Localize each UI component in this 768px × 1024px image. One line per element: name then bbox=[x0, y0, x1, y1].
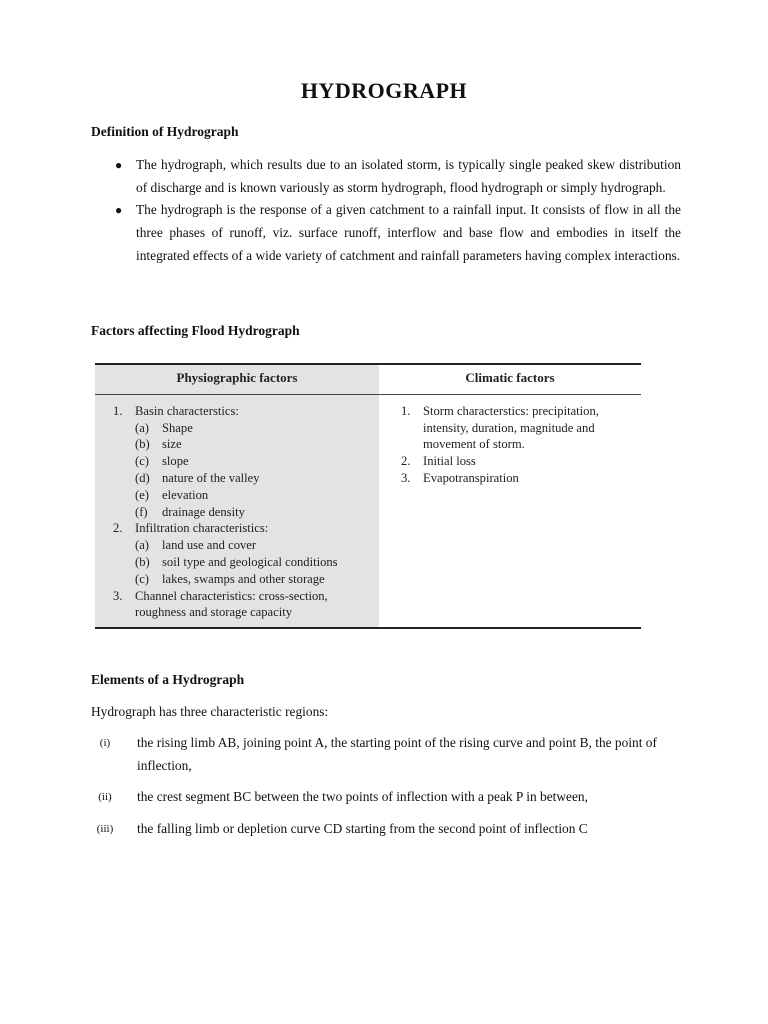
factor-item bbox=[379, 403, 637, 453]
page-title: HYDROGRAPH bbox=[300, 78, 468, 103]
region-number: (iii) bbox=[96, 823, 114, 835]
factor-subitem bbox=[135, 436, 375, 453]
subitem-text: soil type and geological conditions bbox=[162, 554, 338, 569]
factor-label: Initial loss bbox=[423, 454, 476, 469]
factor-subitem bbox=[135, 487, 375, 504]
definition-list bbox=[91, 154, 681, 268]
factor-subitem bbox=[135, 453, 375, 470]
region-item bbox=[91, 732, 681, 777]
bullet-text: The hydrograph is the response of a given catchment to a rainfall input. It consists of flow in all the three phases of runoff, viz. surface runoff, interflow and base flow and embodies in itself the integrated effects of a wide variety of catchment and rainfall parameters having complex interactions. bbox=[136, 202, 681, 263]
factor-label: Infiltration characteristics: bbox=[135, 521, 269, 536]
factor-item bbox=[379, 470, 637, 487]
factor-subitem bbox=[135, 571, 375, 588]
factor-sublist bbox=[135, 420, 375, 521]
region-number: (i) bbox=[99, 737, 111, 749]
factors-heading: Factors affecting Flood Hydrograph bbox=[91, 323, 300, 338]
factor-sublist bbox=[135, 537, 375, 587]
subitem-text: elevation bbox=[162, 487, 209, 502]
factor-item bbox=[379, 453, 637, 470]
factor-subitem bbox=[135, 420, 375, 437]
region-item bbox=[91, 786, 681, 809]
subitem-mark: (e) bbox=[135, 487, 149, 502]
subitem-text: lakes, swamps and other storage bbox=[162, 571, 325, 586]
subitem-text: land use and cover bbox=[162, 538, 257, 553]
region-text: the crest segment BC between the two points of inflection with a peak P in between, bbox=[137, 789, 588, 804]
subitem-text: size bbox=[162, 437, 182, 452]
elements-intro: Hydrograph has three characteristic regions: bbox=[91, 704, 329, 719]
climatic-cell bbox=[379, 394, 641, 628]
factors-table bbox=[95, 363, 641, 629]
factor-label: Storm characterstics: precipitation, intensity, duration, magnitude and movement of storm. bbox=[423, 403, 599, 452]
subitem-mark: (a) bbox=[135, 538, 149, 553]
definition-bullet bbox=[91, 154, 681, 199]
factor-number: 1. bbox=[401, 403, 411, 418]
physiographic-header: Physiographic factors bbox=[95, 364, 379, 394]
region-text: the rising limb AB, joining point A, the starting point of the rising curve and point B, the point of inflection, bbox=[137, 735, 657, 773]
factor-subitem bbox=[135, 470, 375, 487]
physiographic-list bbox=[95, 403, 375, 621]
subitem-mark: (b) bbox=[135, 437, 150, 452]
climatic-header: Climatic factors bbox=[379, 364, 641, 394]
subitem-text: nature of the valley bbox=[162, 470, 260, 485]
region-number: (ii) bbox=[98, 791, 112, 803]
factor-label: Channel characteristics: cross-section, roughness and storage capacity bbox=[135, 588, 328, 620]
subitem-text: Shape bbox=[162, 420, 193, 435]
subitem-mark: (a) bbox=[135, 420, 149, 435]
factor-number: 3. bbox=[401, 470, 411, 485]
factor-subitem bbox=[135, 504, 375, 521]
elements-heading: Elements of a Hydrograph bbox=[91, 672, 245, 687]
factor-label: Evapotranspiration bbox=[423, 470, 519, 485]
factor-subitem bbox=[135, 554, 375, 571]
subitem-text: drainage density bbox=[162, 504, 245, 519]
factor-number: 2. bbox=[401, 454, 411, 469]
factor-subitem bbox=[135, 537, 375, 554]
subitem-mark: (d) bbox=[135, 470, 150, 485]
physiographic-cell bbox=[95, 394, 379, 628]
bullet-icon: ● bbox=[115, 203, 123, 218]
factor-number: 2. bbox=[113, 521, 123, 536]
subitem-mark: (b) bbox=[135, 554, 150, 569]
region-item bbox=[91, 818, 681, 841]
subitem-mark: (c) bbox=[135, 571, 149, 586]
subitem-text: slope bbox=[162, 454, 189, 469]
factor-label: Basin characterstics: bbox=[135, 403, 239, 418]
factor-item bbox=[95, 588, 375, 622]
factor-number: 3. bbox=[113, 588, 123, 603]
factor-item bbox=[95, 403, 375, 521]
bullet-icon: ● bbox=[115, 158, 123, 172]
bullet-text: The hydrograph, which results due to an isolated storm, is typically single peaked skew distribution of discharge and is known variously as storm hydrograph, flood hydrograph or simply hydrograph. bbox=[136, 157, 681, 195]
subitem-mark: (c) bbox=[135, 454, 149, 469]
region-text: the falling limb or depletion curve CD starting from the second point of inflection C bbox=[137, 821, 588, 836]
definition-heading: Definition of Hydrograph bbox=[91, 124, 239, 139]
climatic-list bbox=[379, 403, 637, 487]
definition-bullet bbox=[91, 199, 681, 267]
factor-item bbox=[95, 520, 375, 587]
factor-number: 1. bbox=[113, 403, 123, 418]
subitem-mark: (f) bbox=[135, 504, 148, 519]
